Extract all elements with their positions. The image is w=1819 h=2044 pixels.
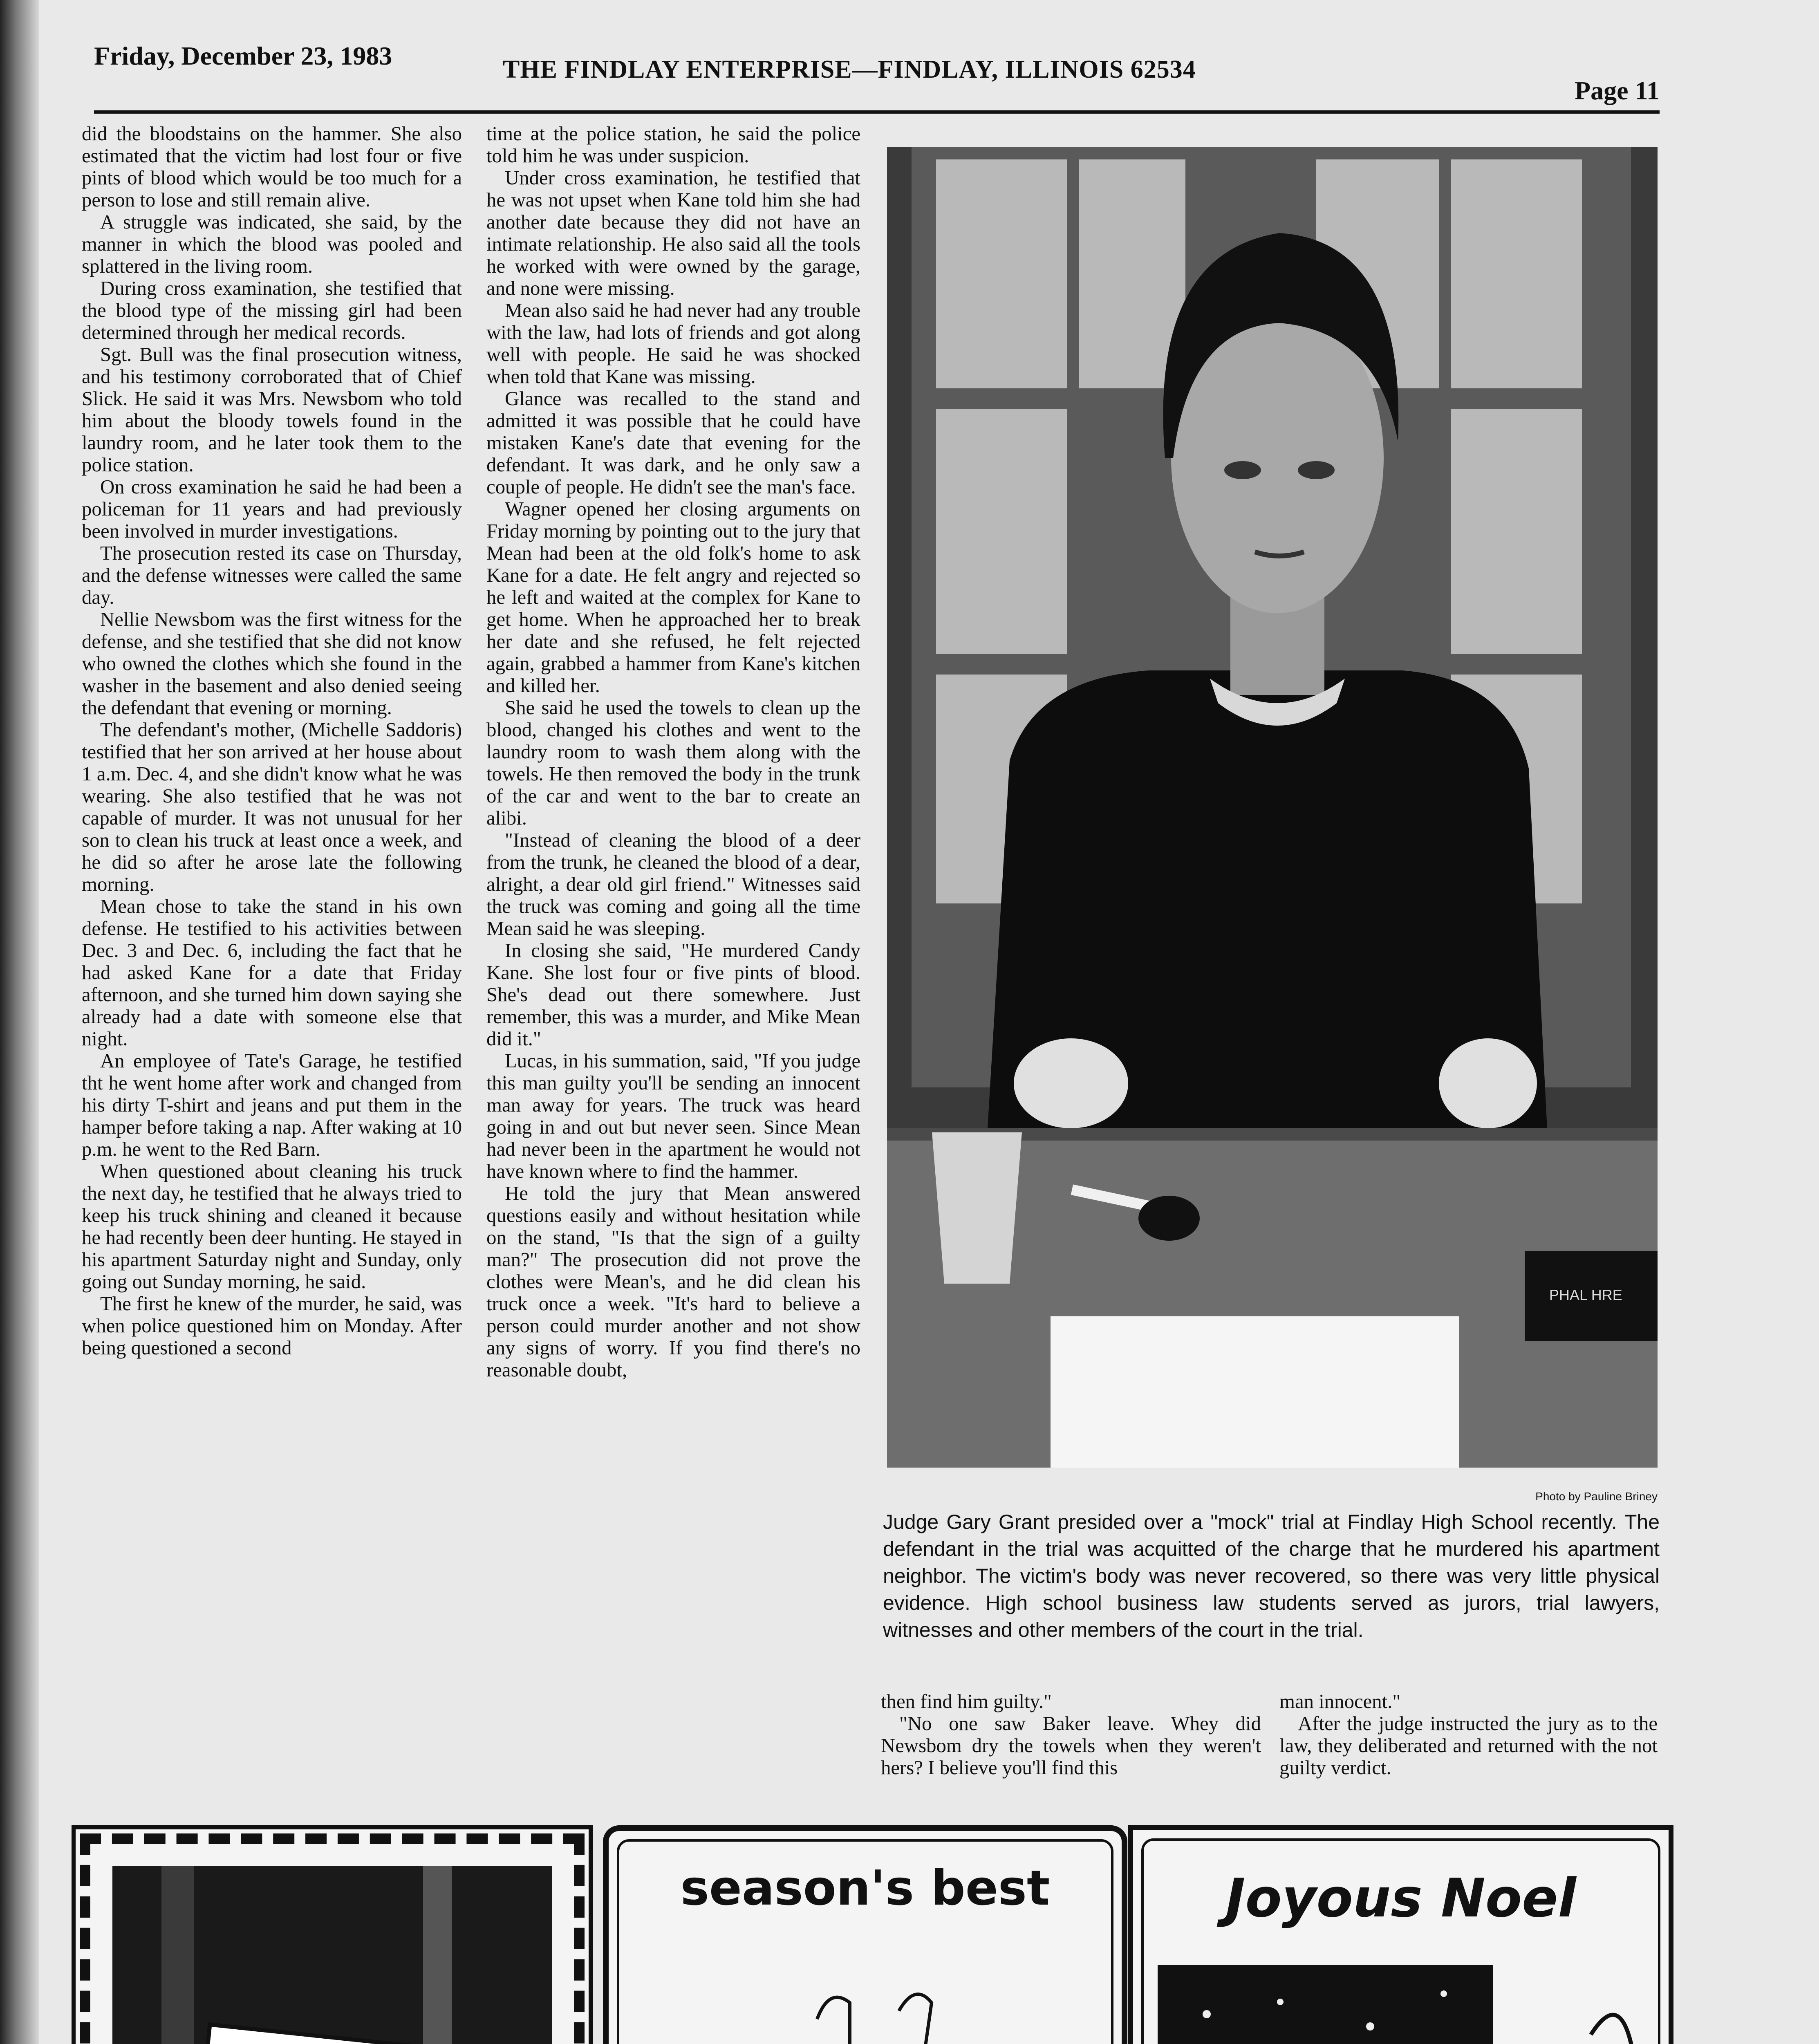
- shepherd-illustration: [1158, 1965, 1644, 2044]
- scan-edge-shadow: [0, 0, 39, 2044]
- photo-caption: Judge Gary Grant presided over a "mock" trial at Findlay High School recently. The defendant in the trial was acquitted of the charge that he murdered his apartment neighbor. The victim's body was never recovered, so there was very little physical evidence. High school business law students served as jurors, trial lawyers, witnesses and other members of the court in the trial.: [883, 1511, 1660, 1641]
- ad-lockarts-funeral-home: [1128, 1825, 1673, 2044]
- paragraph: "No one saw Baker leave. Whey did Newsbom dry the towels when they weren't hers? I believe you'll find this: [881, 1712, 1261, 1779]
- masthead: [94, 37, 1660, 114]
- paragraph: did the bloodstains on the hammer. She also estimated that the victim had lost four or five pints of blood which would be too much for a person to lose and still remain alive.: [82, 123, 462, 211]
- paragraph: Mean also said he had never had any trouble with the law, had lots of friends and got along well with people. He said he was shocked when told that Kane was missing.: [486, 299, 860, 388]
- ad3-headline: Joyous Noel: [1225, 1867, 1576, 1929]
- paragraph: Sgt. Bull was the final prosecution witness, and his testimony corroborated that of Chief Slick. He said it was Mrs. Newsbom who told him about the bloody towels found in the laundry room, and he later took them to the police station.: [82, 343, 462, 476]
- paragraph: A struggle was indicated, she said, by the manner in which the blood was pooled and splattered in the living room.: [82, 211, 462, 277]
- paragraph: Mean chose to take the stand in his own defense. He testified to his activities between Dec. 3 and Dec. 6, including the fact that he had asked Kane for a date that Friday afternoon, and she turned him down saying she already had a date with someone else that night.: [82, 895, 462, 1050]
- paragraph: man innocent.": [1279, 1690, 1401, 1712]
- paragraph: The prosecution rested its case on Thursday, and the defense witnesses were called the same day.: [82, 542, 462, 608]
- photo-credit: Photo by Pauline Briney: [1535, 1490, 1658, 1503]
- masthead-rule: [94, 110, 1660, 114]
- paragraph: time at the police station, he said the police told him he was under suspicion.: [486, 123, 860, 167]
- paragraph: Nellie Newsbom was the first witness for the defense, and she testified that she did not know who owned the clothes which she found in the washer in the basement and also denied seeing the defendant that evening or morning.: [82, 608, 462, 719]
- winter-scene-illustration: [112, 1866, 552, 2044]
- paragraph: In closing she said, "He murdered Candy Kane. She lost four or five pints of blood. She's dead out there somewhere. Just remember, this was a murder, and Mike Mean did it.": [486, 939, 860, 1050]
- paragraph: When questioned about cleaning his truck the next day, he testified that he always tried to keep his truck shining and cleaned it because he had recently been deer hunting. He stayed in his apartment Saturday night and Sunday, only going out Sunday morning, he said.: [82, 1160, 462, 1293]
- paragraph: He told the jury that Mean answered questions easily and without hesitation while on the stand, "Is that the sign of a guilty man?" The prosecution did not prove the clothes were Mean's, and he did clean his truck once a week. "It's hard to believe a person could murder another and not show any signs of worry. If you find there's no reasonable doubt,: [486, 1182, 860, 1381]
- paragraph: An employee of Tate's Garage, he testified tht he went home after work and changed from his dirty T-shirt and jeans and put them in the hamper before taking a nap. After waking at 10 p.m. he went to the Red Barn.: [82, 1050, 462, 1160]
- paragraph: Lucas, in his summation, said, "If you judge this man guilty you'll be sending an innocent man away for years. The truck was heard going in and out but never seen. Since Mean had never been in the apartment he would not have known where to find the hammer.: [486, 1050, 860, 1182]
- page-number: Page 11: [1575, 76, 1660, 105]
- photo-illustration: [887, 147, 1658, 1468]
- paragraph: Glance was recalled to the stand and admitted it was possible that he could have mistaken Kane's date that evening for the defendant. It was dark, and he only saw a couple of people. He didn't see the man's face.: [486, 388, 860, 498]
- paragraph: On cross examination he said he had been a policeman for 11 years and had previously been involved in murder investigations.: [82, 476, 462, 542]
- nameplate-text: PHAL HRE: [1549, 1286, 1622, 1303]
- paragraph: After the judge instructed the jury as to the law, they deliberated and returned with the not guilty verdict.: [1279, 1712, 1658, 1779]
- ad-lucas-tax: [72, 1825, 593, 2044]
- paragraph: Under cross examination, he testified that he was not upset when Kane told him she had another date because they did not have an intimate relationship. He also said all the tools he worked with were owned by the garage, and none were missing.: [486, 167, 860, 299]
- paragraph: She said he used the towels to clean up the blood, changed his clothes and went to the laundry room to wash them along with the towels. He then removed the body in the trunk of the car and went to the bar to create an alibi.: [486, 697, 860, 829]
- paragraph: The defendant's mother, (Michelle Saddoris) testified that her son arrived at her house about 1 a.m. Dec. 4, and she didn't know what he was wearing. She also testified that he was not capable of murder. It was not unusual for her son to clean his truck at least once a week, and he did so after he arose late the following morning.: [82, 719, 462, 895]
- paragraph: Wagner opened her closing arguments on Friday morning by pointing out to the jury that Mean had been at the old folk's home to ask Kane for a date. He felt angry and rejected so he left and waited at the complex for Kane to get home. When he approached her to break her date and she refused, he felt rejected again, grabbed a hammer from Kane's kitchen and killed her.: [486, 498, 860, 697]
- article-column-2: [486, 123, 860, 1381]
- issue-date: Friday, December 23, 1983: [94, 41, 392, 70]
- ornament-basket-illustration: [654, 1970, 1077, 2044]
- ad2-headline: season's best: [680, 1860, 1050, 1916]
- paragraph: "Instead of cleaning the blood of a deer from the trunk, he cleaned the blood of a dear, alright, a dear old girl friend." Witnesses said the truck was coming and going all the time Mean said he was sleeping.: [486, 829, 860, 939]
- paragraph: During cross examination, she testified that the blood type of the missing girl had been determined through her medical records.: [82, 277, 462, 343]
- article-column-4: [1279, 1690, 1658, 1779]
- article-column-1: [82, 123, 462, 1359]
- newspaper-title: THE FINDLAY ENTERPRISE—FINDLAY, ILLINOIS 62534: [503, 56, 1196, 83]
- article-column-3: [881, 1690, 1261, 1779]
- ad-findlay-marina: [603, 1825, 1127, 2044]
- paragraph: then find him guilty.": [881, 1690, 1052, 1712]
- paragraph: The first he knew of the murder, he said, was when police questioned him on Monday. After being questioned a second: [82, 1293, 462, 1359]
- trial-photo: [887, 147, 1658, 1468]
